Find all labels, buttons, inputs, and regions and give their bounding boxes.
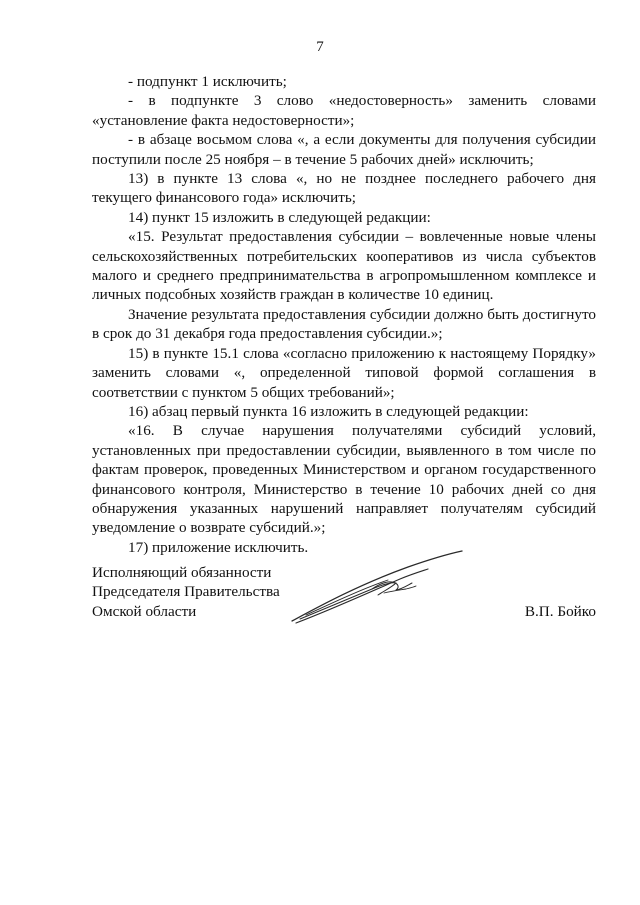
signatory-position-line: Исполняющий обязанности	[92, 564, 272, 581]
paragraph-16: 16) абзац первый пункта 16 изложить в следующей редакции:	[128, 402, 529, 420]
paragraph-16-text: «16. В случае нарушения получателями субсидий условий, установленных при предоставлении субсидии, выявленного в том числе по фактам проверок, проведенных Министерством и органом государственного финансового контроля, Министерство в течение 10 рабочих дней со дня обнаружения указанных нарушений направляет получателям субсидий уведомление о возврате субсидий.»;	[92, 422, 596, 537]
paragraph-14: 14) пункт 15 изложить в следующей редакции:	[128, 208, 431, 226]
signatory-position-line: Омской области	[92, 602, 197, 620]
handwritten-signature	[288, 549, 466, 631]
paragraph-17: 17) приложение исключить.	[128, 538, 309, 556]
signatory-position	[92, 563, 280, 621]
paragraph-subitem-3: - в подпункте 3 слово «недостоверность» заменить словами «установление факта недостоверности»;	[92, 92, 596, 129]
paragraph-result-value: Значение результата предоставления субсидии должно быть достигнуто в срок до 31 декабря года предоставления субсидии.»;	[92, 305, 596, 343]
paragraph-15: 15) в пункте 15.1 слова «согласно приложению к настоящему Порядку» заменить словами «, определенной типовой формой соглашения в соответствии с пунктом 5 общих требований»;	[92, 344, 596, 401]
signature-strokes	[292, 551, 462, 623]
paragraph-item-8: - в абзаце восьмом слова «, а если документы для получения субсидии поступили после 25 ноября – в течение 5 рабочих дней» исключить;	[92, 131, 596, 168]
signature-block	[92, 563, 596, 633]
paragraph-13: 13) в пункте 13 слова «, но не позднее последнего рабочего дня текущего финансового года» исключить;	[92, 170, 596, 207]
page-number: 7	[316, 39, 324, 55]
paragraph-subitem-1: - подпункт 1 исключить;	[128, 73, 287, 90]
paragraph-15-text: «15. Результат предоставления субсидии – вовлеченные новые члены сельскохозяйственных потребительских кооперативов из числа субъектов малого и среднего предпринимательства в агропромышленном комплексе и личных подсобных хозяйств граждан в количестве 10 единиц.	[92, 228, 596, 304]
signatory-position-line: Председателя Правительства	[92, 583, 280, 601]
signatory-name: В.П. Бойко	[524, 602, 596, 620]
document-body	[92, 72, 596, 557]
